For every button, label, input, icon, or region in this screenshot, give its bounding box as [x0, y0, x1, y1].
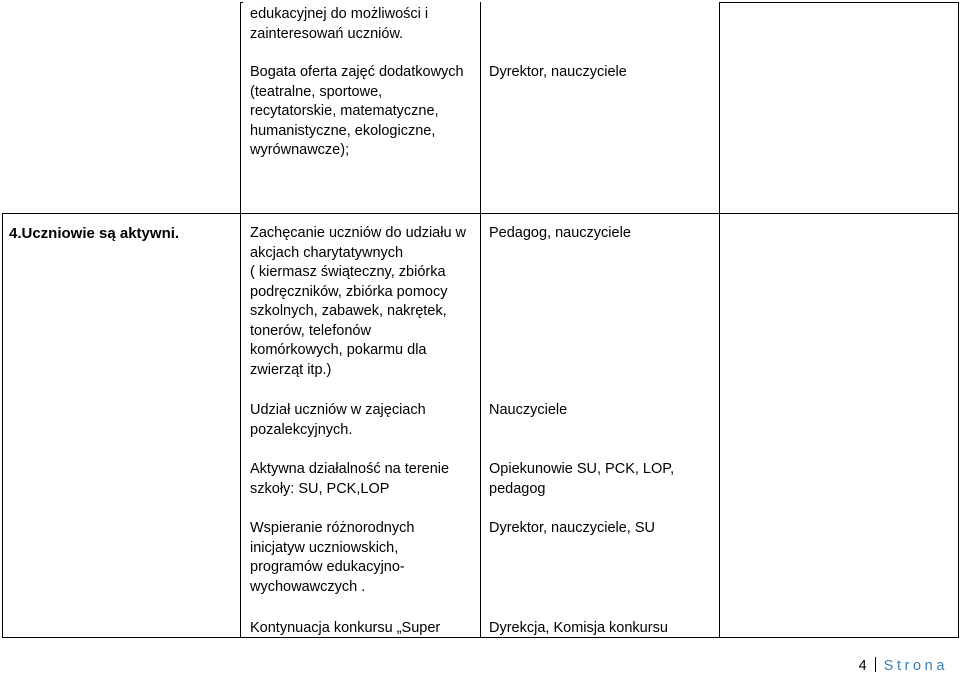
activity-cell-text: Udział uczniów w zajęciach pozalekcyjnych.	[250, 402, 426, 438]
responsible-cell-text: Nauczyciele	[489, 402, 568, 418]
page-label: Strona	[883, 658, 948, 674]
activity-cell-text: Bogata oferta zajęć dodatkowych (teatralne, sportowe, recytatorskie, matematyczne, humanistyczne, ekologiczne, wyrównawcze);	[250, 64, 464, 158]
table-col-divider-2	[480, 2, 481, 638]
page-footer	[859, 657, 948, 676]
goal-cell-text: 4.Uczniowie są aktywni.	[9, 225, 180, 242]
table-border-left	[2, 213, 3, 638]
activity-cell-text: Zachęcanie uczniów do udziału w akcjach charytatywnych ( kiermasz świąteczny, zbiórka podręczników, zbiórka pomocy szkolnych, zabawek, nakrętek, tonerów, telefonów komórkowych, pokarmu dla zwierząt itp.)	[250, 225, 467, 378]
activity-cell-text: edukacyjnej do możliwości i zainteresowań uczniów.	[250, 6, 429, 42]
responsible-cell-text: Pedagog, nauczyciele	[489, 225, 631, 241]
responsible-cell-text: Dyrekcja, Komisja konkursu	[489, 620, 668, 636]
table-col-divider-1	[240, 2, 241, 638]
responsible-cell-text: Dyrektor, nauczyciele, SU	[489, 520, 656, 536]
activity-cell-text: Kontynuacja konkursu „Super	[250, 620, 441, 636]
table-border-top	[719, 2, 958, 3]
responsible-cell-text: Dyrektor, nauczyciele	[489, 64, 627, 80]
page-number: 4	[858, 658, 867, 674]
activity-cell-text: Wspieranie różnorodnych inicjatyw uczniowskich, programów edukacyjno- wychowawczych .	[250, 520, 415, 595]
activity-cell-text: Aktywna działalność na terenie szkoły: SU, PCK,LOP	[250, 461, 450, 497]
footer-divider	[875, 657, 876, 672]
table-col-divider-3	[719, 2, 720, 638]
responsible-cell-text: Opiekunowie SU, PCK, LOP, pedagog	[489, 461, 675, 497]
table-border-right	[958, 2, 959, 638]
